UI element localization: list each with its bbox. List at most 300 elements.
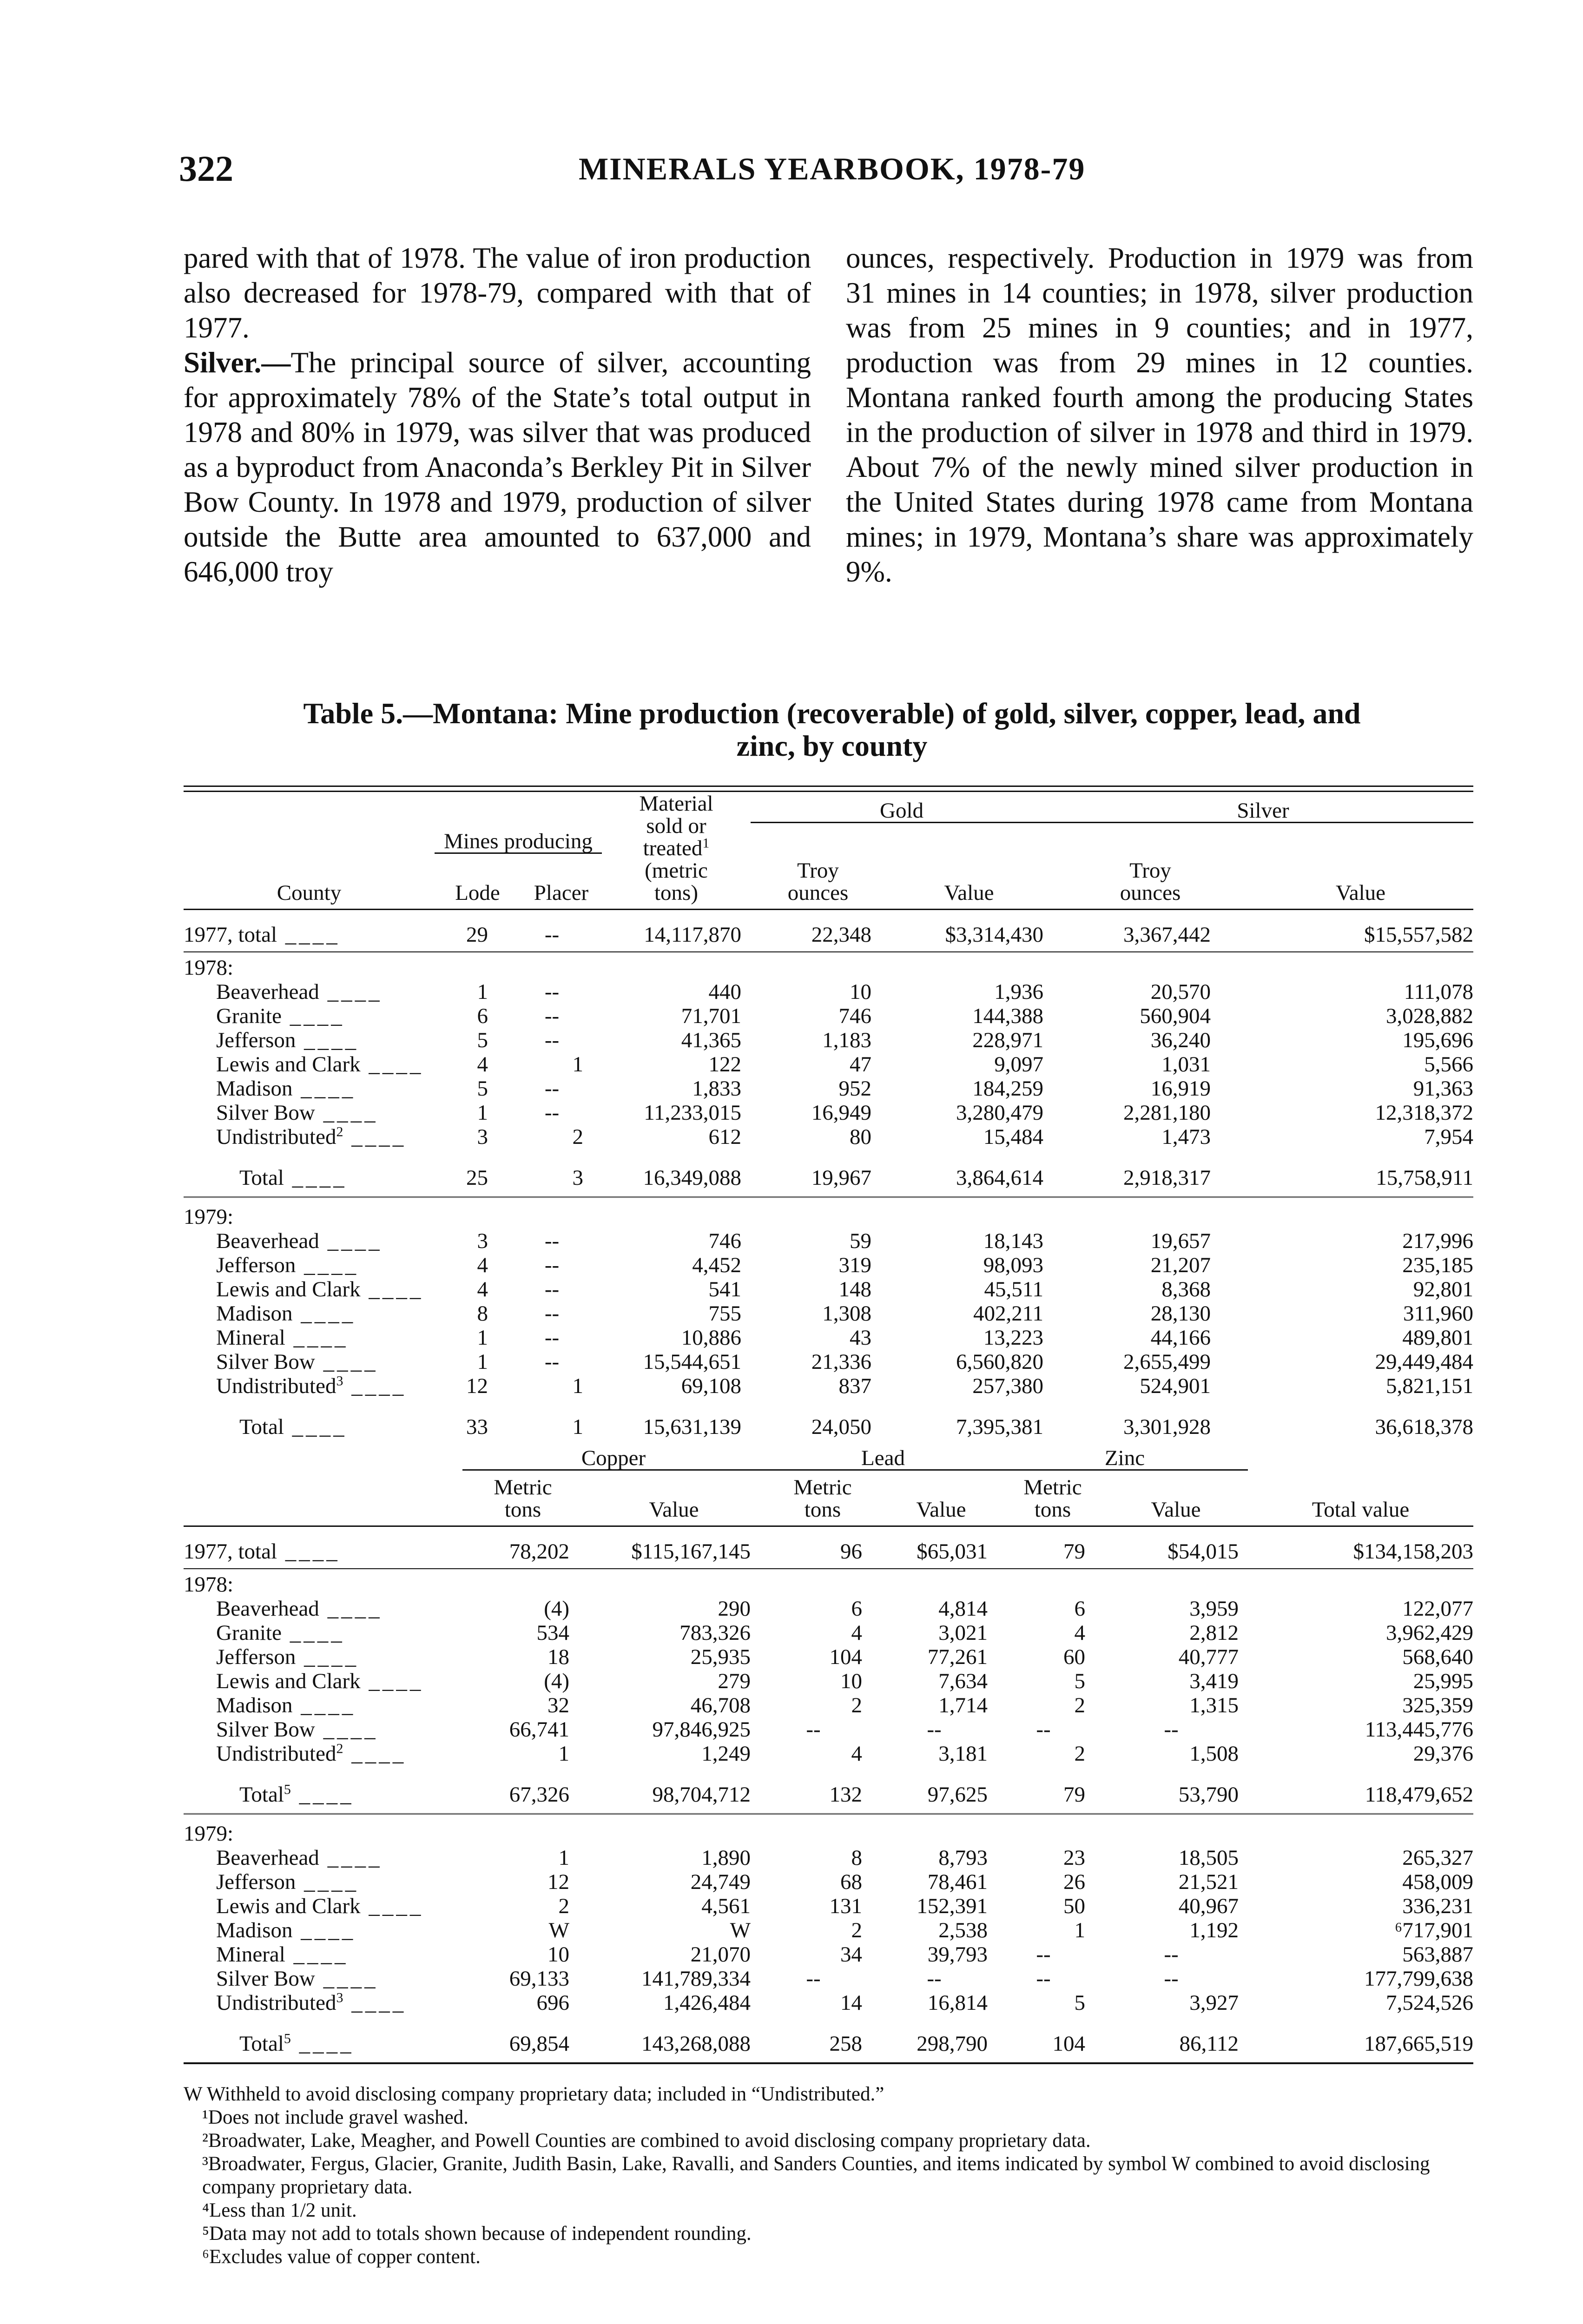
value-cell: 952	[838, 1076, 871, 1101]
value-cell: 6	[477, 1004, 488, 1028]
value-cell: --	[544, 1325, 560, 1350]
value-cell: 25,995	[1413, 1669, 1473, 1693]
mines-producing-header: Mines producing	[435, 792, 602, 853]
gold-header: Gold	[751, 792, 1053, 822]
county-cell	[184, 1918, 462, 1942]
year-label: 1979:	[184, 1204, 234, 1229]
value-cell: 2	[851, 1918, 862, 1942]
value-cell: 1,890	[701, 1845, 751, 1870]
value-cell: 7,524,526	[1386, 1990, 1473, 2015]
value-cell: 69,854	[509, 2031, 569, 2056]
county-cell	[184, 1229, 435, 1253]
value-cell: --	[544, 1100, 560, 1125]
footnote: ¹Does not include gravel washed.	[202, 2106, 468, 2128]
county-label: Total	[239, 1414, 284, 1439]
value-cell: 524,901	[1140, 1373, 1211, 1398]
county-cell	[184, 980, 435, 1004]
county-cell	[184, 1028, 435, 1052]
footnote: W Withheld to avoid disclosing company proprietary data; included in “Undistributed.”	[184, 2083, 884, 2105]
value-cell: 11,233,015	[644, 1100, 741, 1125]
lead-header: Lead	[765, 1442, 1002, 1470]
value-cell: 228,971	[972, 1028, 1043, 1052]
spacer-row	[184, 1807, 1473, 1814]
county-label: Undistributed	[216, 1373, 336, 1398]
value-cell: 5	[477, 1076, 488, 1101]
value-cell: 265,327	[1402, 1845, 1473, 1870]
leader-dashes: ____	[315, 1100, 378, 1125]
county-label: Jefferson	[216, 1869, 296, 1894]
value-cell: 18,505	[1178, 1845, 1239, 1870]
value-cell: 1	[477, 1349, 488, 1374]
value-cell: (4)	[544, 1669, 569, 1693]
value-cell: 122,077	[1402, 1596, 1473, 1621]
leader-dashes: ____	[296, 1253, 359, 1277]
value-cell: 46,708	[690, 1693, 751, 1717]
value-cell: 29	[466, 922, 488, 947]
county-label: Silver Bow	[216, 1717, 315, 1742]
value-cell: 1	[572, 1414, 583, 1439]
year-label-row	[184, 952, 1473, 980]
leader-dashes: ____	[292, 1693, 356, 1717]
value-cell: 3,927	[1189, 1990, 1239, 2015]
material-header-line1: Material	[639, 792, 713, 816]
row-1978	[184, 1621, 1473, 1645]
value-cell: 16,349,088	[643, 1165, 741, 1190]
troy-label: Troy	[797, 858, 839, 883]
value-cell: 7,634	[938, 1669, 988, 1693]
value-cell: 2,655,499	[1123, 1349, 1211, 1374]
county-cell	[184, 1411, 435, 1439]
value-cell: 1	[558, 1741, 569, 1766]
value-cell: 177,799,638	[1364, 1966, 1473, 1991]
table-part1	[184, 792, 1473, 1439]
silver-value-header: Value	[1335, 881, 1385, 905]
value-cell: 24,050	[811, 1414, 871, 1439]
value-cell: 440	[708, 979, 741, 1004]
value-cell: 36,240	[1150, 1028, 1211, 1052]
value-cell: 319	[838, 1253, 871, 1277]
value-cell: 141,789,334	[641, 1966, 751, 1991]
value-cell: 131	[829, 1894, 862, 1918]
value-cell: --	[544, 1301, 560, 1326]
footnote-ref: 5	[284, 1781, 291, 1797]
leader-dashes: ____	[315, 1966, 378, 1991]
value-cell: 78,202	[509, 1539, 569, 1564]
value-cell: 3,021	[938, 1620, 988, 1645]
value-cell: 15,631,139	[643, 1414, 741, 1439]
spacer-row	[184, 2015, 1473, 2028]
value-cell: 4	[851, 1741, 862, 1766]
county-cell	[184, 1326, 435, 1350]
value-cell: --	[544, 1253, 560, 1277]
value-cell: 98,093	[983, 1253, 1043, 1277]
county-label: Lewis and Clark	[216, 1669, 361, 1693]
footnote: ⁴Less than 1/2 unit.	[202, 2199, 357, 2221]
value-cell: 144,388	[972, 1004, 1043, 1028]
county-cell	[184, 1277, 435, 1301]
value-cell: 235,185	[1402, 1253, 1473, 1277]
row-1978	[184, 980, 1473, 1004]
value-cell: 41,365	[681, 1028, 741, 1052]
value-cell: 53,790	[1178, 1782, 1239, 1807]
value-cell: 217,996	[1402, 1228, 1473, 1253]
leader-dashes: ____	[285, 1325, 349, 1350]
value-cell: --	[544, 922, 560, 947]
value-cell: 132	[829, 1782, 862, 1807]
value-cell: 21,336	[811, 1349, 871, 1374]
value-cell: 15,544,651	[643, 1349, 741, 1374]
county-label: Beaverhead	[216, 979, 319, 1004]
metric-label: Metric	[1023, 1475, 1082, 1499]
value-cell: 50	[1063, 1894, 1085, 1918]
footnote-ref: 1	[702, 835, 710, 851]
leader-dashes: ____	[360, 1052, 424, 1076]
county-label: Undistributed	[216, 1741, 336, 1766]
value-cell: 755	[708, 1301, 741, 1326]
value-cell: 45,511	[984, 1277, 1043, 1301]
value-cell: --	[544, 1228, 560, 1253]
value-cell: 59	[850, 1228, 871, 1253]
silver-heading: Silver.—	[184, 346, 291, 379]
table-part1-body	[184, 904, 1473, 1439]
value-cell: --	[806, 1717, 821, 1742]
spacer-row	[184, 1564, 1473, 1569]
value-cell: 2,812	[1189, 1620, 1239, 1645]
value-cell: 4,452	[692, 1253, 741, 1277]
value-cell: 1	[477, 1100, 488, 1125]
value-cell: 96	[840, 1539, 862, 1564]
county-label: Undistributed	[216, 1990, 336, 2015]
value-cell: 36,618,378	[1375, 1414, 1473, 1439]
value-cell: 2,281,180	[1123, 1100, 1211, 1125]
material-header-line2: sold or	[646, 814, 706, 838]
value-cell: 541	[708, 1277, 741, 1301]
value-cell: 6,560,820	[956, 1349, 1043, 1374]
county-header: County	[277, 881, 342, 905]
leader-dashes: ____	[292, 1076, 356, 1101]
value-cell: 4	[477, 1277, 488, 1301]
value-cell: 3	[477, 1228, 488, 1253]
value-cell: 2,538	[938, 1918, 988, 1942]
row-1979-total	[184, 2028, 1473, 2056]
value-cell: 489,801	[1402, 1325, 1473, 1350]
total-value-header: Total value	[1312, 1498, 1410, 1522]
row-1979	[184, 1374, 1473, 1398]
value-cell: 1,833	[692, 1076, 741, 1101]
row-1978	[184, 1693, 1473, 1717]
value-cell: 43	[850, 1325, 871, 1350]
leader-dashes: ____	[296, 1869, 359, 1894]
value-cell: 298,790	[917, 2031, 988, 2056]
row-1978	[184, 1597, 1473, 1621]
table-part2-body	[184, 1521, 1473, 2063]
right-paragraph: ounces, respectively. Production in 1979 was from 31 mines in 14 counties; in 1978, silver production was from 25 mines in 9 counties; and in 1977, production was from 29 mines in 12 counties. Montana ranked fourth among the producing States in the production of silver in 1978 and third in 1979. About 7% of the newly mined silver production in the United States during 1978 came from Montana mines; in 1979, Montana’s share was approximately 9%.	[846, 242, 1473, 588]
value-cell: 3,962,429	[1386, 1620, 1473, 1645]
county-label: Beaverhead	[216, 1845, 319, 1870]
value-cell: 14,117,870	[644, 922, 741, 947]
right-column	[846, 241, 1473, 589]
value-cell: 1,508	[1189, 1741, 1239, 1766]
row-1977-total	[184, 910, 1473, 947]
value-cell: 1,315	[1189, 1693, 1239, 1717]
lead-value-header: Value	[916, 1498, 966, 1522]
value-cell: 4,814	[938, 1596, 988, 1621]
leader-dashes: ____	[296, 1644, 359, 1669]
value-cell: 22,348	[811, 922, 871, 947]
value-cell: 258	[829, 2031, 862, 2056]
county-label: Jefferson	[216, 1644, 296, 1669]
value-cell: --	[927, 1966, 942, 1991]
value-cell: 12	[466, 1373, 488, 1398]
leader-dashes: ____	[292, 1301, 356, 1326]
row-1978	[184, 1004, 1473, 1028]
material-header-line5: tons)	[654, 881, 698, 905]
leader-dashes: ____	[315, 1717, 378, 1742]
copper-value-header: Value	[649, 1498, 699, 1522]
leader-dashes: ____	[343, 1741, 407, 1766]
row-1978	[184, 1125, 1473, 1149]
value-cell: 47	[850, 1052, 871, 1076]
value-cell: 3,367,442	[1123, 922, 1211, 947]
value-cell: 1	[477, 979, 488, 1004]
value-cell: 837	[838, 1373, 871, 1398]
county-cell	[184, 1526, 462, 1564]
value-cell: 1,473	[1161, 1124, 1211, 1149]
county-label: Beaverhead	[216, 1228, 319, 1253]
county-cell	[184, 1076, 435, 1101]
leader-dashes: ____	[292, 1918, 356, 1942]
leader-dashes: ____	[277, 1539, 340, 1564]
county-label: Lewis and Clark	[216, 1052, 361, 1076]
value-cell: 113,445,776	[1365, 1717, 1473, 1742]
row-1979	[184, 1991, 1473, 2015]
value-cell: 5,566	[1424, 1052, 1473, 1076]
footnote: ⁵Data may not add to totals shown because of independent rounding.	[202, 2223, 752, 2245]
table-part2	[184, 1442, 1473, 2064]
metric-label: Metric	[494, 1475, 552, 1499]
row-1979	[184, 1846, 1473, 1870]
county-cell	[184, 1645, 462, 1669]
county-cell	[184, 1301, 435, 1326]
county-label: Granite	[216, 1620, 282, 1645]
county-label: Total	[239, 1782, 284, 1807]
value-cell: 44,166	[1150, 1325, 1211, 1350]
county-cell	[184, 1967, 462, 1991]
value-cell: 143,268,088	[641, 2031, 751, 2056]
left-paragraph-1: pared with that of 1978. The value of iron production also decreased for 1978-79, compared with that of 1977.	[184, 242, 811, 344]
value-cell: 9,097	[994, 1052, 1043, 1076]
spacer-row	[184, 1149, 1473, 1162]
value-cell: 568,640	[1402, 1644, 1473, 1669]
value-cell: 1	[572, 1052, 583, 1076]
value-cell: 80	[850, 1124, 871, 1149]
value-cell: 79	[1063, 1782, 1085, 1807]
value-cell: 3,959	[1189, 1596, 1239, 1621]
value-cell: 97,846,925	[652, 1717, 751, 1742]
leader-dashes: ____	[319, 1228, 383, 1253]
county-cell	[184, 1253, 435, 1277]
value-cell: 5	[477, 1028, 488, 1052]
value-cell: 10	[840, 1669, 862, 1693]
county-cell	[184, 1125, 435, 1149]
year-label-row	[184, 1203, 1473, 1229]
leader-dashes: ____	[277, 922, 340, 947]
value-cell: 39,793	[927, 1942, 988, 1967]
value-cell: 2	[1074, 1693, 1085, 1717]
leader-dashes: ____	[319, 1596, 383, 1621]
value-cell: 746	[838, 1004, 871, 1028]
value-cell: --	[806, 1966, 821, 1991]
gold-value-header: Value	[944, 881, 994, 905]
row-1979	[184, 1301, 1473, 1326]
leader-dashes: ____	[360, 1894, 424, 1918]
value-cell: 19,657	[1150, 1228, 1211, 1253]
value-cell: --	[544, 1028, 560, 1052]
value-cell: 8	[851, 1845, 862, 1870]
footnotes	[184, 2083, 1473, 2269]
row-1979	[184, 1870, 1473, 1894]
value-cell: --	[1164, 1966, 1179, 1991]
value-cell: 21,521	[1178, 1869, 1239, 1894]
value-cell: 69,108	[681, 1373, 741, 1398]
row-1978	[184, 1076, 1473, 1101]
value-cell: 40,777	[1178, 1644, 1239, 1669]
leader-dashes: ____	[284, 1414, 347, 1439]
value-cell: $54,015	[1167, 1539, 1239, 1564]
value-cell: --	[1164, 1717, 1179, 1742]
county-label: Beaverhead	[216, 1596, 319, 1621]
left-paragraph-2	[184, 345, 811, 589]
footnote-ref: 2	[336, 1740, 343, 1756]
value-cell: --	[544, 1076, 560, 1101]
value-cell: 5	[1074, 1669, 1085, 1693]
zinc-header: Zinc	[1002, 1442, 1248, 1470]
material-header-treated: treated	[643, 836, 703, 860]
county-cell	[184, 1870, 462, 1894]
value-cell: 152,391	[917, 1894, 988, 1918]
value-cell: 1,183	[822, 1028, 871, 1052]
value-cell: 33	[466, 1414, 488, 1439]
row-1978	[184, 1052, 1473, 1076]
value-cell: 71,701	[681, 1004, 741, 1028]
value-cell: 91,363	[1413, 1076, 1473, 1101]
value-cell: 2	[558, 1894, 569, 1918]
value-cell: 4	[477, 1052, 488, 1076]
spacer-row	[184, 947, 1473, 952]
value-cell: 15,758,911	[1376, 1165, 1473, 1190]
value-cell: 2,918,317	[1123, 1165, 1211, 1190]
value-cell: 18	[547, 1644, 569, 1669]
county-cell	[184, 1846, 462, 1870]
county-cell	[184, 1374, 435, 1398]
row-1978-total	[184, 1162, 1473, 1190]
value-cell: 3,419	[1189, 1669, 1239, 1693]
left-column	[184, 241, 811, 589]
value-cell: 257,380	[972, 1373, 1043, 1398]
value-cell: --	[1164, 1942, 1179, 1967]
footnote-ref: 2	[336, 1123, 343, 1139]
county-cell	[184, 910, 435, 947]
footnote: ⁶Excludes value of copper content.	[202, 2246, 481, 2268]
tons-label: tons	[804, 1498, 841, 1522]
value-cell: W	[548, 1918, 569, 1942]
placer-header: Placer	[534, 881, 589, 905]
running-title: MINERALS YEARBOOK, 1978-79	[579, 151, 1086, 186]
year-label-row	[184, 1569, 1473, 1597]
value-cell: 68	[840, 1869, 862, 1894]
county-label: Undistributed	[216, 1124, 336, 1149]
value-cell: $134,158,203	[1353, 1539, 1473, 1564]
value-cell: $15,557,582	[1364, 922, 1473, 947]
value-cell: 1	[558, 1845, 569, 1870]
county-label: Jefferson	[216, 1028, 296, 1052]
value-cell: 3	[572, 1165, 583, 1190]
spacer-row	[184, 2056, 1473, 2063]
tons-label: tons	[504, 1498, 541, 1522]
county-label: Total	[239, 2031, 284, 2056]
year-label: 1978:	[184, 1572, 234, 1597]
value-cell: 122	[708, 1052, 741, 1076]
value-cell: 69,133	[509, 1966, 569, 1991]
year-label-row	[184, 1820, 1473, 1846]
value-cell: 1,936	[994, 979, 1043, 1004]
row-1979-total	[184, 1411, 1473, 1439]
value-cell: 77,261	[927, 1644, 988, 1669]
value-cell: 28,130	[1150, 1301, 1211, 1326]
value-cell: 97,625	[927, 1782, 988, 1807]
value-cell: 16,919	[1150, 1076, 1211, 1101]
value-cell: W	[730, 1918, 751, 1942]
county-label: Mineral	[216, 1325, 285, 1350]
value-cell: 5,821,151	[1386, 1373, 1473, 1398]
county-cell	[184, 1717, 462, 1742]
spacer-row	[184, 1814, 1473, 1820]
value-cell: 34	[840, 1942, 862, 1967]
table-caption-line1: Table 5.—Montana: Mine production (recoverable) of gold, silver, copper, lead, and	[303, 697, 1361, 730]
leader-dashes: ____	[290, 1782, 354, 1807]
value-cell: 7,395,381	[956, 1414, 1043, 1439]
value-cell: 16,814	[927, 1990, 988, 2015]
value-cell: 1	[477, 1325, 488, 1350]
table-caption	[228, 697, 1436, 762]
ounces-label: ounces	[787, 881, 849, 905]
county-cell	[184, 1621, 462, 1645]
value-cell: 6	[1074, 1596, 1085, 1621]
leader-dashes: ____	[296, 1028, 359, 1052]
leader-dashes: ____	[284, 1165, 347, 1190]
material-header-line3	[602, 837, 751, 859]
county-label: 1977, total	[184, 922, 277, 947]
county-cell	[184, 1894, 462, 1918]
value-cell: 21,070	[690, 1942, 751, 1967]
value-cell: 104	[829, 1644, 862, 1669]
value-cell: 1,192	[1189, 1918, 1239, 1942]
zinc-metric-tons-header	[1002, 1470, 1104, 1521]
zinc-value-header: Value	[1151, 1498, 1201, 1522]
value-cell: 8	[477, 1301, 488, 1326]
value-cell: 195,696	[1402, 1028, 1473, 1052]
value-cell: 25	[466, 1165, 488, 1190]
spacer-row	[184, 1766, 1473, 1779]
county-cell	[184, 1669, 462, 1693]
spacer-row	[184, 1398, 1473, 1411]
county-label: Lewis and Clark	[216, 1894, 361, 1918]
value-cell: 3	[477, 1124, 488, 1149]
page-header	[179, 148, 1476, 204]
footnote: ³Broadwater, Fergus, Glacier, Granite, Judith Basin, Lake, Ravalli, and Sanders Counties, and items indicated by symbol W combined to avoid disclosing company proprietary data.	[202, 2153, 1430, 2198]
value-cell: 148	[838, 1277, 871, 1301]
value-cell: 118,479,652	[1365, 1782, 1473, 1807]
